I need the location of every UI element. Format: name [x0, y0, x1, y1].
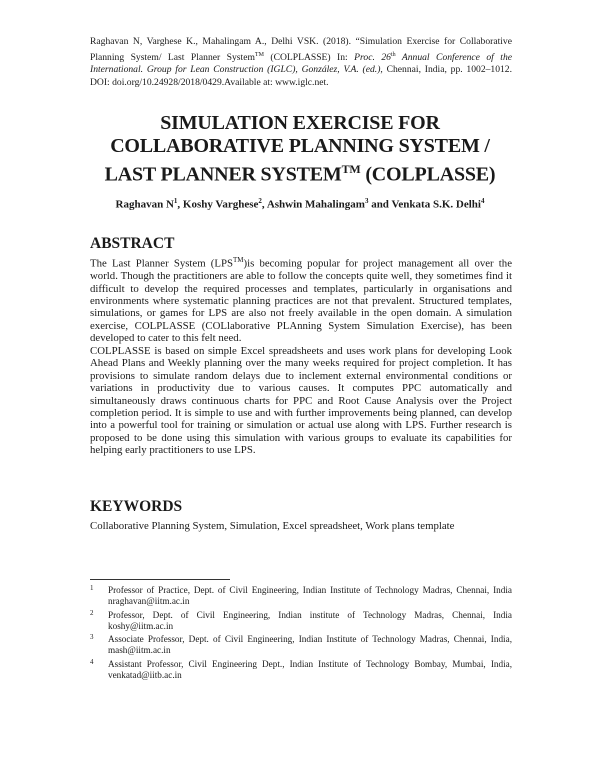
footnote-number: 3: [90, 633, 94, 642]
citation-header: [90, 36, 512, 90]
author-affiliation-mark: 2: [258, 197, 262, 205]
citation-th: th: [390, 51, 396, 58]
abstract-paragraph: COLPLASSE is based on simple Excel spreadsheets and uses work plans for developing Look Ahead Plans and Weekly planning over the many weeks required for project completion. It has provisions to simulate random delays due to inclement external environmental conditions or variations in productivity due to various causes. It computes PPC automatically and simultaneously draws continuous charts for PPC and Root Cause Analysis over the Project completion period. It is simple to use and with further improvements being planned, can develop into a powerful tool for training or simulation or actual use along with LPS. Further research is proposed to be done using this simulation with various groups to evaluate its capabilities for helping early practitioners to use LPS.: [90, 344, 512, 457]
abstract-body: [90, 254, 512, 457]
footnote-text: Assistant Professor, Civil Engineering Dept., Indian Institute of Technology Bombay, Mumbai, India, venkatad@iitb.ac.in: [108, 658, 512, 681]
keywords-heading: KEYWORDS: [90, 498, 183, 515]
footnote: [90, 610, 512, 633]
footnote-text: Professor, Dept. of Civil Engineering, Indian institute of Technology Madras, Chennai, India koshy@iitm.ac.in: [108, 609, 512, 631]
citation-proc: Proc. 26: [354, 51, 391, 63]
citation-tm: TM: [254, 51, 264, 58]
title-line-3: LAST PLANNER SYSTEM™ (COLPLASSE): [104, 162, 496, 186]
footnote: [90, 634, 512, 657]
author-affiliation-mark: 3: [364, 197, 369, 205]
abstract-tm: TM: [232, 256, 244, 264]
footnote-number: 1: [90, 584, 94, 592]
citation-doi: , Chennai, India, pp. 1002–1012. DOI: doi.org/10.24928/2018/0429.Available at: www.iglc.net.: [90, 64, 512, 88]
author-name: Venkata S.K. Delhi: [391, 198, 481, 211]
author-list: Raghavan $N^1$, Koshy Varghese$^2$, Ashwin Mahalingam$^3$ and Venkata S.K. Delhi$^4$: [115, 197, 485, 211]
author-name: Koshy Varghese: [182, 198, 259, 211]
footnote: [90, 659, 512, 682]
footnote-text: Professor of Practice, Dept. of Civil Engineering, Indian Institute of Technology Madras, Chennai, India nraghavan@iitm.ac.in: [108, 585, 512, 607]
title-tm: TM: [341, 162, 361, 176]
paper-title: [60, 112, 540, 187]
citation-text-2: (COLPLASSE) In:: [263, 51, 355, 63]
title-line-2: COLLABORATIVE PLANNING SYSTEM /: [110, 135, 490, 157]
citation-conference: Annual Conference of the International. Group for Lean Construction (IGLC), González, V.A. (ed.): [90, 51, 512, 76]
footnote-number: 4: [90, 657, 94, 666]
author-affiliation-mark: 1: [173, 197, 178, 205]
author-name: Ashwin Mahalingam: [266, 198, 365, 211]
author-affiliation-mark: 4: [480, 197, 485, 205]
footnote: [90, 585, 512, 608]
author-name: Raghavan N: [115, 198, 174, 211]
title-line-1: SIMULATION EXERCISE FOR: [160, 112, 440, 134]
abstract-paragraph: The Last Planner System (LPS™)is becoming popular for project management all over the world. Though the practitioners are able to follow the concepts quite well, they sometimes find it difficult to develop the required processes and templates, particularly in organisations and environments where systematic planning practices are not that prevalent. Structured templates, simulations, or games for LPS are also not freely available in the open domain. A simulation exercise, COLPLASSE (COLlaborative PLAnning System Simulation Exercise), has been developed to cater to this felt need.: [90, 256, 512, 345]
footnotes: [90, 585, 512, 683]
citation-text: Raghavan N, Varghese K., Mahalingam A., Delhi VSK. (2018). “Simulation Exercise for Collaborative Planning System/ Last Planner System: [90, 36, 512, 63]
footnote-divider: [90, 579, 230, 580]
abstract-heading: ABSTRACT: [90, 235, 175, 252]
keywords-text: Collaborative Planning System, Simulation, Excel spreadsheet, Work plans template: [90, 520, 455, 532]
footnote-number: 2: [90, 608, 94, 617]
footnote-text: Associate Professor, Dept. of Civil Engineering, Indian Institute of Technology Madras, Chennai, India, mash@iitm.ac.in: [108, 634, 512, 656]
